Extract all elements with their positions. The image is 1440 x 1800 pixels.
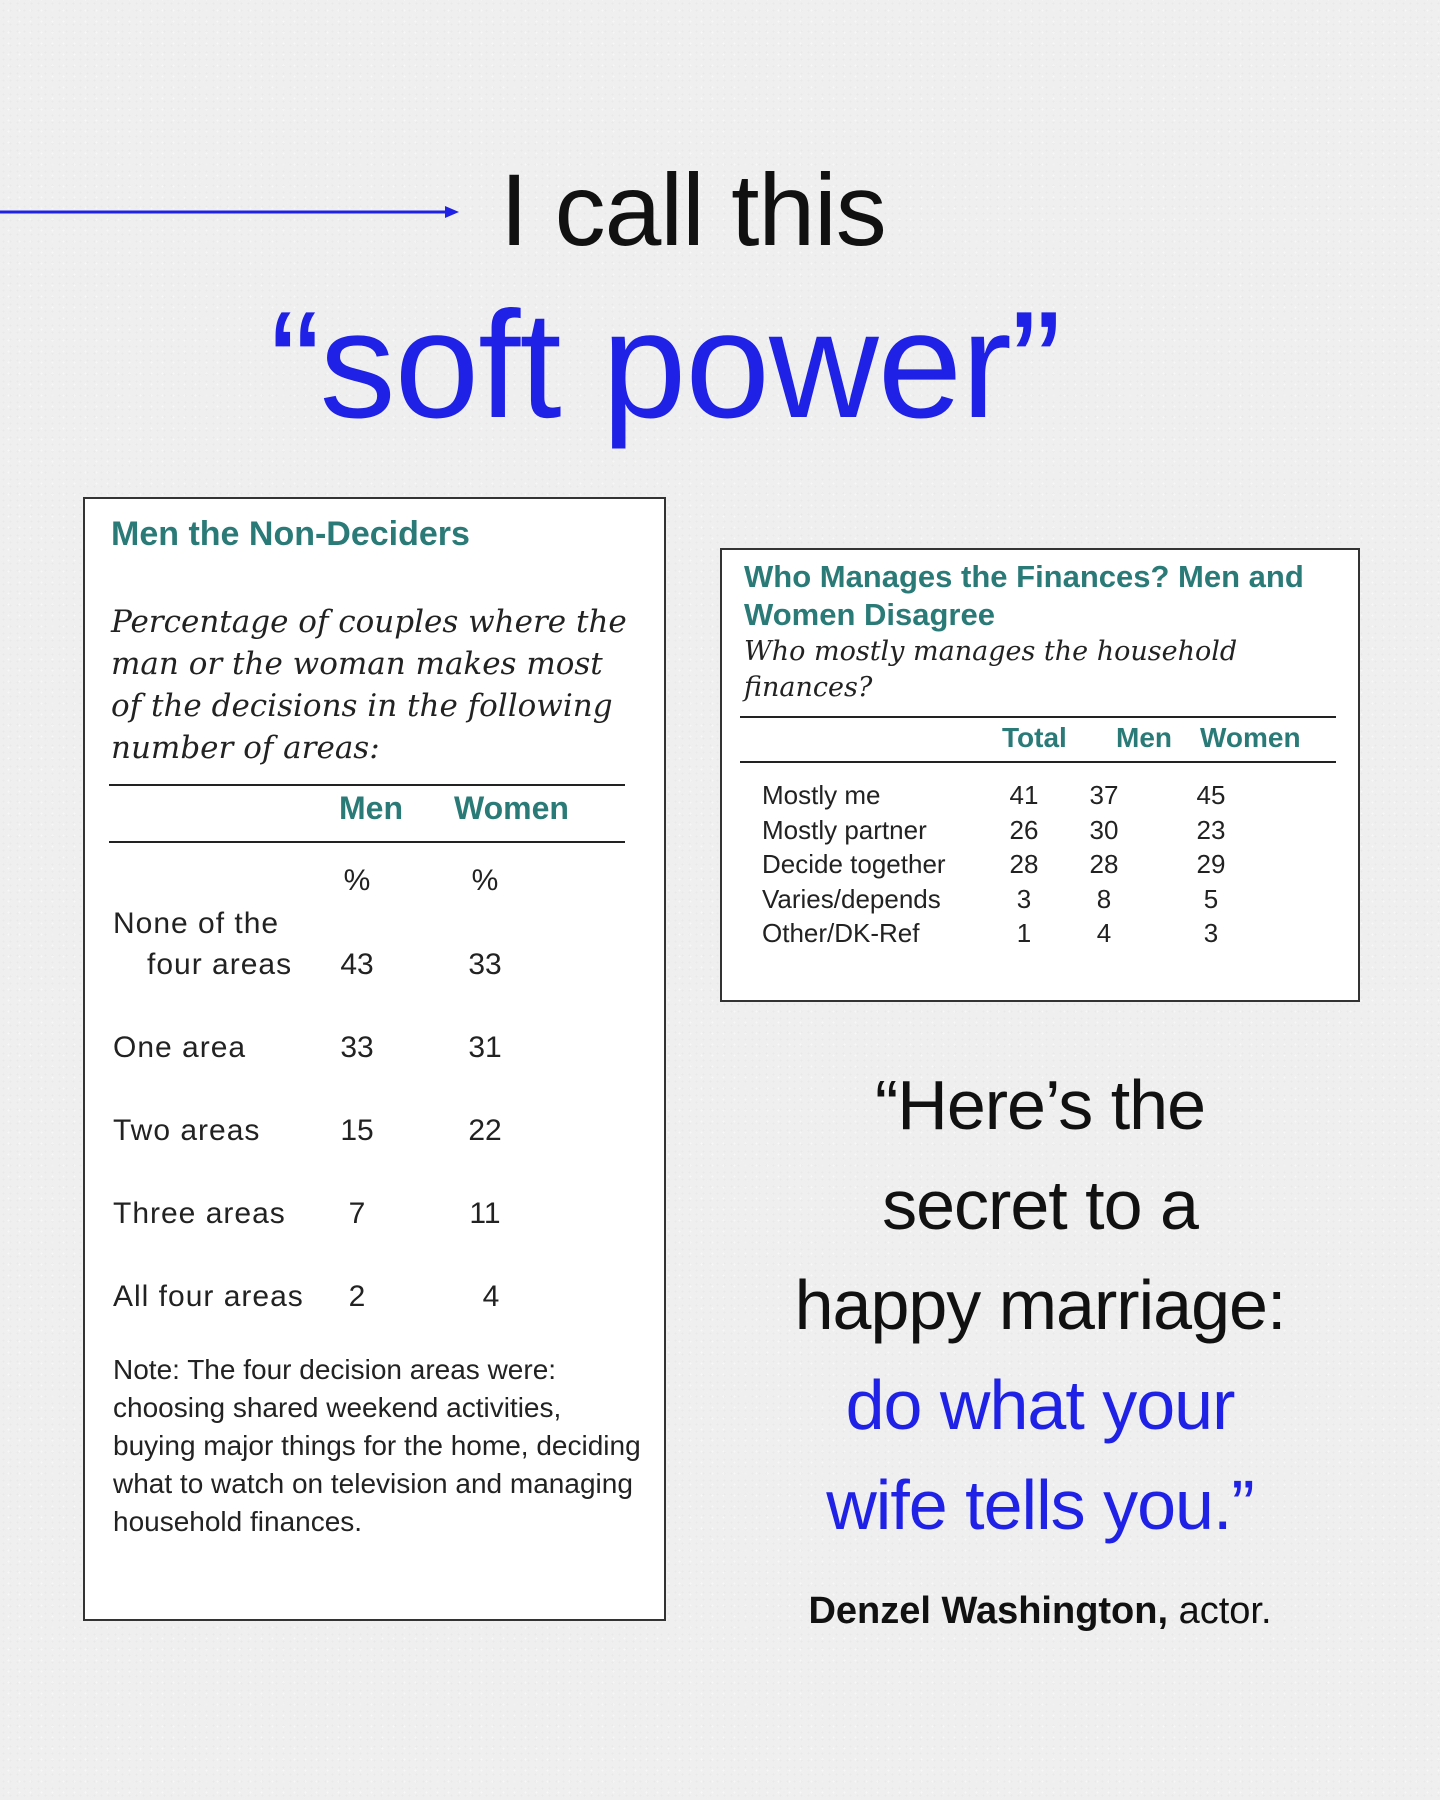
table-cell: 33 [340, 1031, 374, 1064]
attribution-name: Denzel Washington, [808, 1590, 1169, 1632]
divider [109, 841, 625, 843]
divider [740, 716, 1336, 718]
table-title: Men the Non-Deciders [111, 515, 470, 553]
attribution-role: actor. [1168, 1590, 1272, 1632]
row-label: All four areas [113, 1280, 304, 1313]
table-cell: 28 [1009, 849, 1039, 879]
table-cell: 5 [1203, 884, 1219, 914]
table-cell: 43 [340, 948, 374, 981]
row-label: four areas [147, 948, 293, 981]
table-cell: 30 [1089, 815, 1119, 845]
headline-soft-power: “soft power” [270, 280, 1061, 450]
table-cell: 37 [1089, 780, 1119, 810]
table-cell: 41 [1009, 780, 1039, 810]
quote-line: “Here’s the [874, 1066, 1206, 1144]
row-label: Mostly me [762, 780, 881, 810]
table-cell: 23 [1196, 815, 1226, 845]
divider [109, 784, 625, 786]
table-men-non-deciders [83, 497, 666, 1621]
table-cell: 45 [1196, 780, 1226, 810]
table-cell: 4 [482, 1280, 500, 1313]
column-header-men: Men [1116, 722, 1172, 753]
column-header-men: Men [339, 790, 403, 826]
table-note: Note: The four decision areas were: choosing shared weekend activities, buying major things for the home, deciding what to watch on television and managing household finances. [113, 1354, 641, 1537]
row-label: Varies/depends [762, 884, 941, 914]
quote-line-highlight: wife tells you.” [826, 1466, 1254, 1544]
table-cell: 4 [1096, 918, 1112, 948]
row-label: Two areas [113, 1114, 261, 1147]
column-header-total: Total [1002, 722, 1067, 753]
quote-line-highlight: do what your [845, 1366, 1235, 1444]
quote-attribution [735, 1588, 1345, 1634]
table-who-manages-finances [720, 548, 1360, 1002]
row-label: Other/DK-Ref [762, 918, 920, 948]
table-cell: 2 [348, 1280, 366, 1313]
table-cell: 15 [340, 1114, 374, 1147]
table-cell: 26 [1009, 815, 1039, 845]
column-header-women: Women [454, 790, 569, 826]
table-cell: 3 [1016, 884, 1032, 914]
arrow-right-icon [0, 205, 460, 219]
table-cell: 29 [1196, 849, 1226, 879]
headline-line1: I call this [500, 153, 886, 267]
row-label: None of the [113, 907, 280, 940]
table-cell: 11 [469, 1197, 501, 1230]
quote-block [735, 1055, 1345, 1555]
unit-label: % [343, 864, 371, 897]
table-subtitle: Percentage of couples where the man or the woman makes most of the decisions in the following number of areas: [111, 604, 627, 766]
quote-line: happy marriage: [794, 1266, 1286, 1344]
table-cell: 8 [1096, 884, 1112, 914]
table-cell: 7 [348, 1197, 366, 1230]
table-cell: 1 [1016, 918, 1032, 948]
table-cell: 22 [468, 1114, 502, 1147]
table-cell: 3 [1203, 918, 1219, 948]
unit-label: % [471, 864, 499, 897]
row-label: Decide together [762, 849, 946, 879]
row-label: One area [113, 1031, 247, 1064]
table-cell: 31 [468, 1031, 502, 1064]
table-cell: 28 [1089, 849, 1119, 879]
row-label: Mostly partner [762, 815, 927, 845]
table-cell: 33 [468, 948, 502, 981]
column-header-women: Women [1200, 722, 1301, 753]
quote-line: secret to a [882, 1166, 1198, 1244]
table-title: Who Manages the Finances? Men and Women Disagree [744, 559, 1304, 632]
divider [740, 761, 1336, 763]
table-subtitle: Who mostly manages the household finances? [744, 636, 1238, 703]
row-label: Three areas [113, 1197, 286, 1230]
